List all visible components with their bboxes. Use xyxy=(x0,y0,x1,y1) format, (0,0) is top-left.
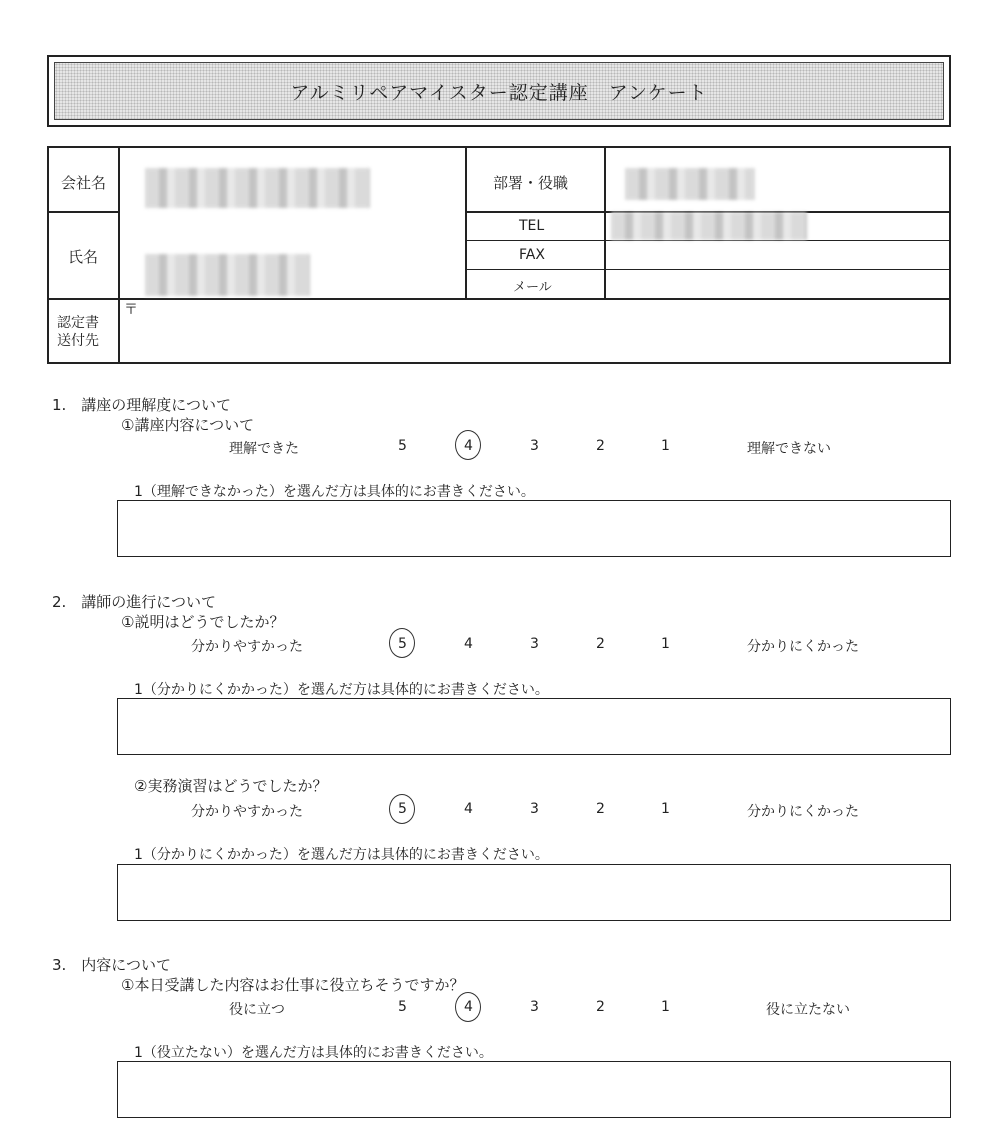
table-divider xyxy=(118,148,120,362)
scale-option-4: 4 xyxy=(464,999,473,1015)
scale-option-4: 4 xyxy=(464,801,473,817)
section-2-heading: 2. 講師の進行について xyxy=(52,593,217,611)
selected-answer-circle xyxy=(389,794,415,824)
scale-option-2: 2 xyxy=(596,438,605,454)
table-divider xyxy=(465,269,949,270)
department-label: 部署・役職 xyxy=(493,174,569,192)
scale-option-4: 4 xyxy=(464,438,473,454)
section-1-heading: 1. 講座の理解度について xyxy=(52,396,232,414)
scale-option-2: 2 xyxy=(596,801,605,817)
tel-redacted xyxy=(611,212,807,240)
section-2-answer-box-2[interactable] xyxy=(117,864,951,921)
scale-option-1: 1 xyxy=(661,438,670,454)
scale-option-2: 2 xyxy=(596,999,605,1015)
scale-option-3: 3 xyxy=(530,438,539,454)
section-3-heading: 3. 内容について xyxy=(52,956,172,974)
scale-option-5: 5 xyxy=(398,438,407,454)
title-banner xyxy=(47,55,951,127)
scale-left-label: 分かりやすかった xyxy=(191,804,303,820)
page-title: アルミリペアマイスター認定講座 アンケート xyxy=(290,81,708,104)
table-divider xyxy=(49,211,119,213)
section-2-question-1: ①説明はどうでしたか？ xyxy=(121,613,285,631)
address-label-line-1: 認定書 xyxy=(57,315,99,331)
scale-left-label: 分かりやすかった xyxy=(191,639,303,655)
selected-answer-circle xyxy=(455,430,481,460)
selected-answer-circle xyxy=(455,992,481,1022)
section-3-answer-box[interactable] xyxy=(117,1061,951,1118)
name-label: 氏名 xyxy=(68,248,99,266)
section-2-answer-box-1[interactable] xyxy=(117,698,951,755)
table-divider xyxy=(604,148,606,299)
selected-answer-circle xyxy=(389,628,415,658)
scale-right-label: 役に立たない xyxy=(766,1002,850,1018)
scale-left-label: 役に立つ xyxy=(229,1002,285,1018)
scale-option-3: 3 xyxy=(530,801,539,817)
scale-option-3: 3 xyxy=(530,999,539,1015)
section-2-note-1: 1（分かりにくかかった）を選んだ方は具体的にお書きください。 xyxy=(134,682,549,698)
section-3-note: 1（役立たない）を選んだ方は具体的にお書きください。 xyxy=(134,1045,493,1061)
section-3-question-1: ①本日受講した内容はお仕事に役立ちそうですか？ xyxy=(121,976,465,994)
department-redacted xyxy=(625,168,755,200)
scale-option-3: 3 xyxy=(530,636,539,652)
scale-option-1: 1 xyxy=(661,801,670,817)
scale-right-label: 分かりにくかった xyxy=(747,639,859,655)
mail-label: メール xyxy=(513,280,552,295)
scale-option-1: 1 xyxy=(661,999,670,1015)
company-label: 会社名 xyxy=(61,174,107,192)
table-divider xyxy=(49,298,949,300)
scale-left-label: 理解できた xyxy=(229,441,299,457)
info-table xyxy=(47,146,951,364)
name-redacted xyxy=(145,254,310,296)
section-1-question-1: ①講座内容について xyxy=(121,416,255,434)
table-divider xyxy=(465,240,949,241)
scale-option-5: 5 xyxy=(398,636,407,652)
postal-mark: 〒 xyxy=(124,302,138,318)
section-1-note: 1（理解できなかった）を選んだ方は具体的にお書きください。 xyxy=(134,484,535,500)
table-divider xyxy=(465,148,467,299)
company-redacted xyxy=(145,168,370,208)
scale-option-5: 5 xyxy=(398,999,407,1015)
section-2-question-2: ②実務演習はどうでしたか？ xyxy=(134,777,328,795)
address-label-line-2: 送付先 xyxy=(57,333,99,349)
address-label xyxy=(57,314,99,350)
fax-label: FAX xyxy=(519,247,545,263)
scale-right-label: 理解できない xyxy=(747,441,831,457)
scale-option-4: 4 xyxy=(464,636,473,652)
title-banner-inner xyxy=(54,62,944,120)
scale-right-label: 分かりにくかった xyxy=(747,804,859,820)
tel-label: TEL xyxy=(519,218,545,234)
section-2-note-2: 1（分かりにくかかった）を選んだ方は具体的にお書きください。 xyxy=(134,847,549,863)
scale-option-5: 5 xyxy=(398,801,407,817)
scale-option-2: 2 xyxy=(596,636,605,652)
section-1-answer-box[interactable] xyxy=(117,500,951,557)
scale-option-1: 1 xyxy=(661,636,670,652)
